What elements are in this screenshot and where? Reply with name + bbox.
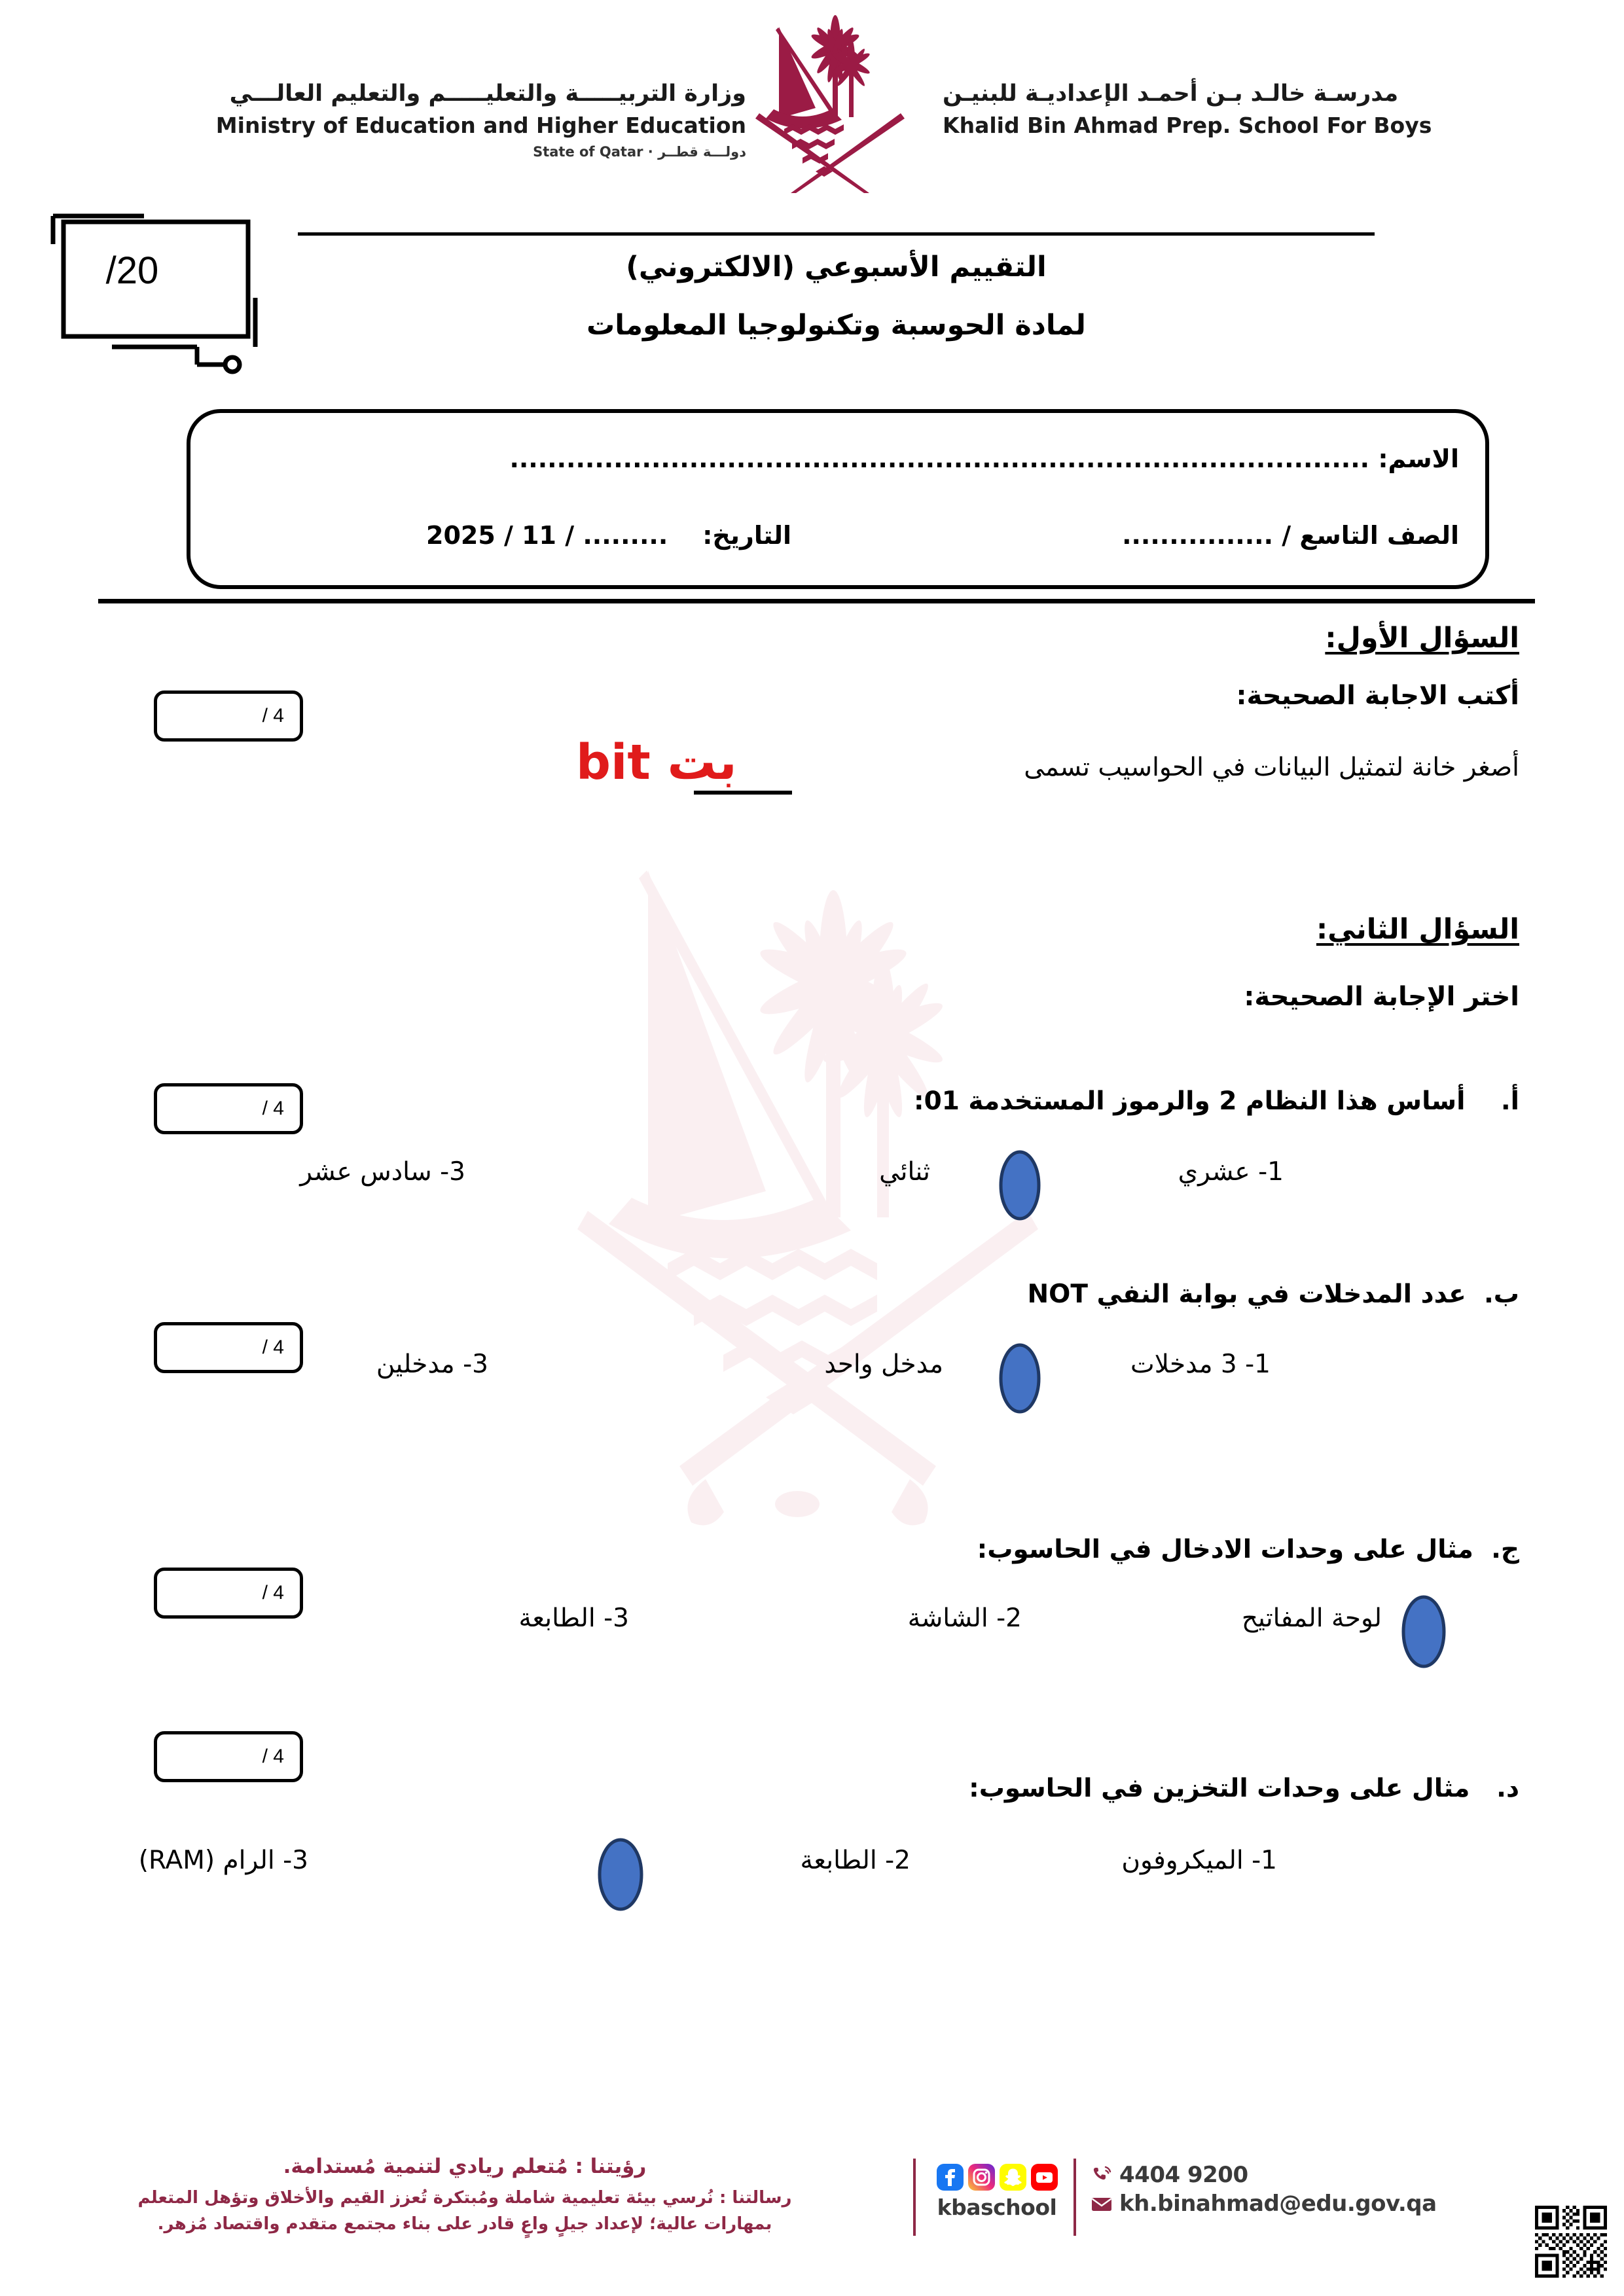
date-label: التاريخ: (702, 521, 791, 550)
part-text-b: عدد المدخلات في بوابة النفي NOT (1027, 1280, 1466, 1309)
date-value: ......... / 11 / 2025 (426, 521, 668, 550)
option-q2c-1[interactable]: لوحة المفاتيح (1241, 1604, 1382, 1633)
option-q2a-1[interactable]: 1- عشري (1178, 1157, 1284, 1187)
school-identity (943, 79, 1519, 140)
mark-box-q2b[interactable] (154, 1322, 303, 1373)
question-2c-stem (977, 1535, 1519, 1564)
envelope-icon (1090, 2192, 1113, 2215)
option-q2a-3[interactable]: 3- سادس عشر (300, 1157, 465, 1187)
vision-mission-block (79, 2153, 851, 2237)
state-label: دولـــة قطــر · State of Qatar (533, 144, 746, 160)
question-1-heading: السؤال الأول: (1325, 622, 1519, 655)
total-score-label: /20 (105, 249, 159, 292)
question-2d-stem (969, 1774, 1519, 1803)
phone-number: 4404 9200 (1119, 2162, 1248, 2188)
school-name-ar: مدرسـة خالـد بـن أحمـد الإعداديـة للبنيـن (943, 81, 1399, 107)
mark-box-q2a[interactable] (154, 1083, 303, 1134)
student-name-field[interactable] (230, 444, 1459, 473)
option-q2d-2[interactable]: 2- الطابعة (800, 1846, 911, 1875)
qr-code-icon[interactable] (1535, 2206, 1607, 2278)
school-name-en: Khalid Bin Ahmad Prep. School For Boys (943, 113, 1432, 139)
title-line-2: لمادة الحوسبة وتكنولوجيا المعلومات (586, 309, 1086, 342)
question-2b-stem (1028, 1280, 1519, 1309)
vision-statement: رؤيتنا : مُتعلم ريادي لتنمية مُستدامة. (283, 2155, 647, 2178)
title-line-1: التقييم الأسبوعي (الالكتروني) (626, 251, 1047, 283)
snapchat-icon[interactable] (1000, 2164, 1026, 2191)
email-row (1090, 2190, 1437, 2219)
phone-icon (1090, 2164, 1113, 2187)
option-q2d-1[interactable]: 1- الميكروفون (1121, 1846, 1277, 1875)
ministry-identity (118, 79, 746, 160)
part-text-d: مثال على وحدات التخزين في الحاسوب: (969, 1774, 1470, 1803)
part-letter-c: ج. (1491, 1535, 1519, 1564)
ministry-name-en: Ministry of Education and Higher Education (215, 113, 746, 139)
selection-ellipse-q2c (1401, 1595, 1447, 1668)
part-letter-a: أ. (1500, 1086, 1519, 1116)
part-letter-d: د. (1496, 1774, 1519, 1803)
mark-value-q2a: / 4 (262, 1098, 284, 1119)
phone-row (1090, 2161, 1437, 2190)
option-q2c-3[interactable]: 3- الطابعة (518, 1604, 629, 1633)
question-1-blank-line (694, 791, 792, 795)
footer-divider-left (913, 2159, 916, 2236)
grade-dots: ................ (1122, 521, 1274, 550)
title-divider (298, 232, 1375, 236)
social-handle: kbaschool (937, 2195, 1057, 2220)
option-q2d-3[interactable]: 3- الرام (RAM) (138, 1846, 308, 1875)
mission-statement-line-2: بمهارات عالية؛ لإعداد جيلٍ واعٍ قادر على بناء مجتمع متقدم واقتصاد مُزهر. (157, 2214, 772, 2234)
question-2-instruction: اختر الإجابة الصحيحة: (1244, 982, 1519, 1012)
document-header (0, 0, 1624, 196)
part-letter-b: ب. (1483, 1280, 1519, 1309)
document-footer (0, 2140, 1624, 2296)
name-dots: ........................................................................................... (509, 444, 1370, 473)
mark-value-q2b: / 4 (262, 1336, 284, 1358)
mark-value-q1: / 4 (262, 705, 284, 726)
selection-ellipse-q2b (998, 1343, 1041, 1414)
header-bottom-rule (98, 599, 1535, 603)
mark-box-q2d[interactable] (154, 1731, 303, 1782)
question-1-answer: بت bit (576, 734, 737, 791)
student-info-box (187, 409, 1489, 589)
name-label: الاسم: (1378, 444, 1459, 473)
question-2a-stem (914, 1086, 1519, 1116)
ministry-name-ar: وزارة التربيـــــة والتعليـــــم والتعليم العالـــي (229, 81, 746, 107)
social-media-block (928, 2164, 1066, 2220)
student-grade-field[interactable] (1122, 521, 1459, 550)
mark-value-q2c: / 4 (262, 1582, 284, 1604)
question-2-heading: السؤال الثاني: (1316, 913, 1519, 946)
document-title (298, 252, 1375, 342)
mission-statement-line-1: رسالتنا : نُرسي بيئة تعليمية شاملة ومُبتكرة تُعزز القيم والأخلاق وتؤهل المتعلم (137, 2188, 792, 2208)
part-text-a: أساس هذا النظام 2 والرموز المستخدمة 01: (913, 1086, 1466, 1116)
facebook-icon[interactable] (937, 2164, 964, 2191)
option-q2b-3[interactable]: 3- مدخلين (376, 1350, 488, 1379)
question-1-stem: أصغر خانة لتمثيل البيانات في الحواسيب تسمى (1024, 753, 1519, 782)
footer-divider-right (1074, 2159, 1076, 2236)
qatar-emblem-watermark (569, 805, 1067, 1538)
grade-label: الصف التاسع / (1282, 521, 1459, 550)
selection-ellipse-q2d (597, 1838, 644, 1911)
mark-value-q2d: / 4 (262, 1746, 284, 1767)
date-field[interactable] (426, 521, 791, 550)
selection-ellipse-q2a (998, 1150, 1041, 1221)
option-q2b-1[interactable]: 1- 3 مدخلات (1130, 1350, 1271, 1379)
contact-block (1090, 2161, 1437, 2218)
option-q2a-2[interactable]: ثنائي (879, 1157, 930, 1187)
email-address: kh.binahmad@edu.gov.qa (1119, 2190, 1437, 2217)
instagram-icon[interactable] (968, 2164, 995, 2191)
option-q2b-2[interactable]: مدخل واحد (824, 1350, 943, 1379)
part-text-c: مثال على وحدات الادخال في الحاسوب: (977, 1535, 1473, 1564)
qatar-emblem-icon (753, 10, 913, 193)
score-box-decoration (29, 213, 304, 376)
option-q2c-2[interactable]: 2- الشاشة (907, 1604, 1022, 1633)
question-1-instruction: أكتب الاجابة الصحيحة: (1236, 681, 1519, 711)
youtube-icon[interactable] (1031, 2164, 1058, 2191)
mark-box-q2c[interactable] (154, 1568, 303, 1619)
mark-box-q1[interactable] (154, 691, 303, 742)
